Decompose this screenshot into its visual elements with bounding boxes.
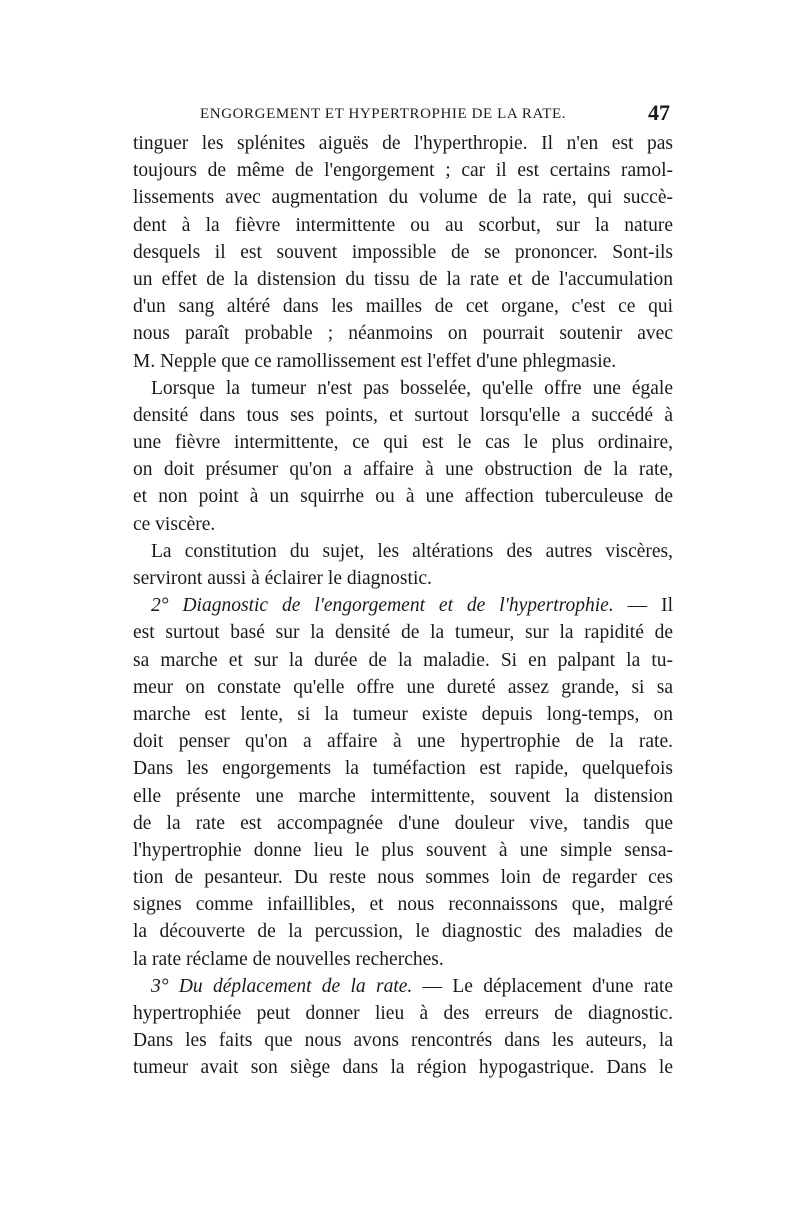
text-line: La constitution du sujet, les altérations des autres viscères, bbox=[151, 540, 673, 562]
text-line: tion de pesanteur. Du reste nous sommes loin de regarder ces bbox=[133, 867, 673, 889]
paragraph-3 bbox=[133, 538, 673, 592]
text-line: M. Nepple que ce ramollissement est l'effet d'une phlegmasie. bbox=[133, 350, 617, 372]
section-heading: 3° Du déplacement de la rate. bbox=[151, 975, 413, 997]
text-line: Dans les engorgements la tuméfaction est rapide, quelquefois bbox=[133, 758, 673, 780]
text-line: nous paraît probable ; néanmoins on pourrait soutenir avec bbox=[133, 323, 673, 345]
section-heading: 2° Diagnostic de l'engorgement et de l'hypertrophie. bbox=[151, 595, 614, 617]
text-line: la rate réclame de nouvelles recherches. bbox=[133, 948, 444, 970]
text-line: on doit présumer qu'on a affaire à une obstruction de la rate, bbox=[133, 459, 673, 481]
text-run: — Il bbox=[613, 595, 673, 617]
running-title: ENGORGEMENT ET HYPERTROPHIE DE LA RATE. bbox=[200, 106, 567, 122]
text-run: — Le déplacement d'une rate bbox=[412, 975, 673, 997]
text-line: et non point à un squirrhe ou à une affection tuberculeuse de bbox=[133, 486, 673, 508]
text-line: de la rate est accompagnée d'une douleur vive, tandis que bbox=[133, 812, 673, 834]
text-line: tumeur avait son siège dans la région hypogastrique. Dans le bbox=[133, 1057, 673, 1079]
text-line: une fièvre intermittente, ce qui est le cas le plus ordinaire, bbox=[133, 432, 673, 454]
page-header bbox=[200, 100, 670, 126]
text-line: dent à la fièvre intermittente ou au scorbut, sur la nature bbox=[133, 214, 673, 236]
text-line: l'hypertrophie donne lieu le plus souvent à une simple sensa- bbox=[133, 839, 673, 861]
text-line: densité dans tous ses points, et surtout lorsqu'elle a succédé à bbox=[133, 404, 673, 426]
page-number: 47 bbox=[648, 100, 670, 125]
text-line: d'un sang altéré dans les mailles de cet organe, c'est ce qui bbox=[133, 296, 673, 318]
text-line: signes comme infaillibles, et nous reconnaissons que, malgré bbox=[133, 894, 673, 916]
text-line: toujours de même de l'engorgement ; car il est certains ramol- bbox=[133, 160, 673, 182]
text-line: desquels il est souvent impossible de se prononcer. Sont-ils bbox=[133, 241, 673, 263]
text-line: meur on constate qu'elle offre une dureté assez grande, si sa bbox=[133, 676, 673, 698]
paragraph-4 bbox=[133, 592, 673, 973]
text-line: tinguer les splénites aiguës de l'hyperthropie. Il n'en est pas bbox=[133, 133, 673, 154]
text-line: Lorsque la tumeur n'est pas bosselée, qu'elle offre une égale bbox=[151, 377, 673, 399]
text-line: un effet de la distension du tissu de la rate et de l'accumulation bbox=[133, 268, 673, 290]
text-line: serviront aussi à éclairer le diagnostic. bbox=[133, 568, 432, 589]
text-line bbox=[133, 592, 673, 619]
text-line: lissements avec augmentation du volume de la rate, qui succè- bbox=[133, 187, 673, 209]
text-line: hypertrophiée peut donner lieu à des erreurs de diagnostic. bbox=[133, 1003, 673, 1024]
body-text bbox=[133, 130, 673, 1082]
text-line: sa marche et sur la durée de la maladie. Si en palpant la tu- bbox=[133, 649, 673, 671]
text-line: ce viscère. bbox=[133, 513, 216, 535]
text-line: est surtout basé sur la densité de la tumeur, sur la rapidité de bbox=[133, 622, 673, 644]
text-line: elle présente une marche intermittente, souvent la distension bbox=[133, 785, 673, 807]
text-line: Dans les faits que nous avons rencontrés dans les auteurs, la bbox=[133, 1030, 673, 1052]
paragraph-1 bbox=[133, 130, 673, 375]
text-line bbox=[133, 973, 673, 1000]
text-line: doit penser qu'on a affaire à une hypertrophie de la rate. bbox=[133, 731, 673, 753]
paragraph-5 bbox=[133, 973, 673, 1082]
text-line: marche est lente, si la tumeur existe depuis long-temps, on bbox=[133, 703, 673, 725]
text-line: la découverte de la percussion, le diagnostic des maladies de bbox=[133, 921, 673, 943]
paragraph-2 bbox=[133, 375, 673, 538]
